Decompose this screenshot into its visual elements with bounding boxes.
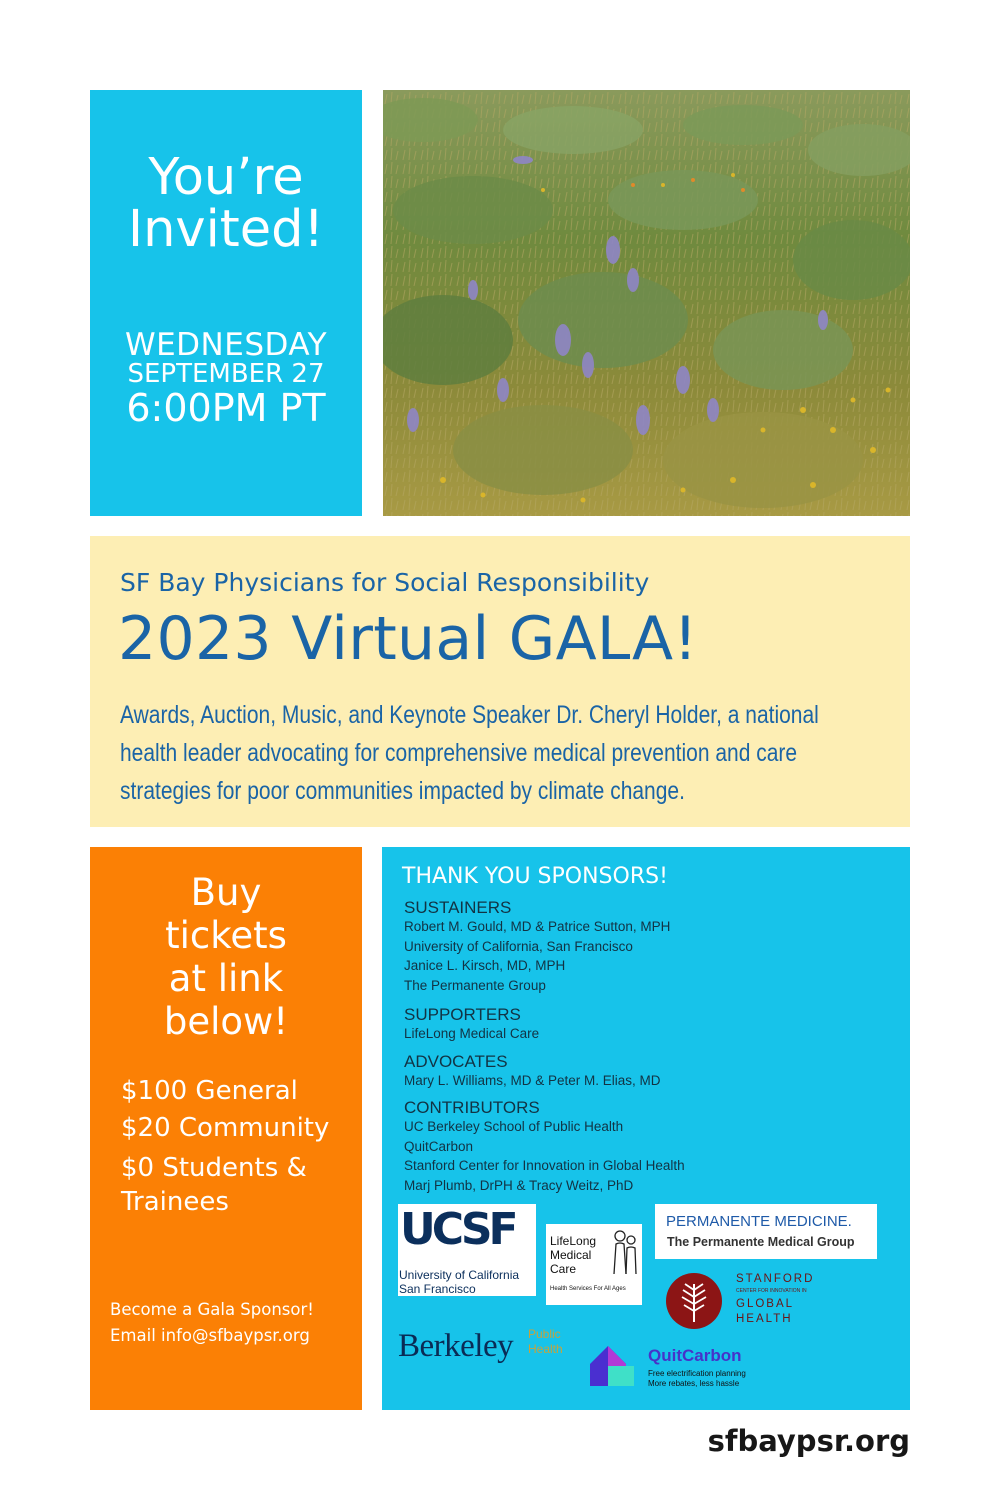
buy-tickets-heading [90,871,362,1043]
lifelong-line1: LifeLong [550,1234,597,1248]
sponsor-name: University of California, San Francisco [404,938,633,954]
stanford-line4: HEALTH [736,1313,793,1325]
gala-description: Awards, Auction, Music, and Keynote Speaker Dr. Cheryl Holder, a national health leader advocating for comprehensive medical prevention and care strategies for poor communities impacted by climate change. [120,701,819,805]
website-url[interactable]: sfbaypsr.org [707,1424,910,1458]
sponsors-title: THANK YOU SPONSORS! [402,864,668,889]
stanford-global-health-logo [662,1270,842,1332]
price-students: $0 Students & [121,1153,307,1183]
sponsor-email[interactable]: Email info@sfbaypsr.org [110,1326,310,1345]
event-date [90,327,362,430]
ucsf-line1: University of California [399,1268,520,1282]
buy-line: Buy [190,871,262,914]
sponsor-name: Robert M. Gould, MD & Patrice Sutton, MPH [404,919,671,934]
permanente-group: The Permanente Medical Group [667,1235,855,1249]
wildflower-photo [383,90,910,516]
permanente-logo [655,1204,877,1259]
sponsor-name: Mary L. Williams, MD & Peter M. Elias, MD [404,1073,661,1088]
sponsor-name: The Permanente Group [404,977,546,993]
event-day: WEDNESDAY [124,327,328,363]
tickets-panel [90,847,362,1410]
price-trainees: Trainees [121,1187,229,1217]
tier-contributors [404,1098,685,1195]
stanford-line3: GLOBAL [736,1298,795,1310]
gala-panel [90,536,910,827]
tier-heading: ADVOCATES [404,1052,508,1071]
stanford-line1: STANFORD [736,1273,815,1285]
tier-heading: SUPPORTERS [404,1005,521,1024]
tier-advocates [404,1052,661,1091]
lifelong-logo [546,1224,642,1305]
quitcarbon-tag2: More rebates, less hassle [648,1379,740,1388]
invite-panel [90,90,362,516]
berkeley-public-health-logo [398,1326,578,1372]
organization-name: SF Bay Physicians for Social Responsibility [120,568,650,597]
tier-heading: CONTRIBUTORS [404,1098,540,1117]
ucsf-mark: UCSF [400,1204,515,1255]
buy-line: below! [163,1000,289,1043]
tier-supporters [404,1005,539,1044]
berkeley-sub1: Public [528,1327,561,1341]
berkeley-sub2: Health [528,1342,563,1356]
lifelong-line2: Medical [550,1248,592,1262]
sponsor-name: LifeLong Medical Care [404,1026,540,1041]
quitcarbon-name: QuitCarbon [648,1346,742,1365]
buy-line: at link [168,957,284,1000]
house-icon [588,1340,634,1388]
stanford-line2: CENTER FOR INNOVATION IN [736,1288,807,1294]
sponsor-name: Stanford Center for Innovation in Global Health [404,1158,685,1173]
price-general: $100 General [121,1076,298,1106]
price-community: $20 Community [121,1113,330,1143]
ucsf-line2: San Francisco [399,1282,476,1296]
stanford-tree-icon [665,1272,723,1330]
quitcarbon-logo [588,1338,778,1394]
ucsf-logo [398,1204,536,1296]
ticket-prices [121,1073,329,1221]
sponsor-cta [110,1297,314,1349]
sponsor-name: UC Berkeley School of Public Health [404,1119,624,1134]
lifelong-line3: Care [550,1262,577,1276]
buy-line: tickets [165,914,287,957]
tier-sustainers [404,898,670,995]
lifelong-tagline: Health Services For All Ages [550,1286,626,1292]
event-date-text: SEPTEMBER 27 [127,359,325,389]
event-time: 6:00PM PT [126,386,326,430]
quitcarbon-tag1: Free electrification planning [648,1369,746,1378]
sponsor-name: Marj Plumb, DrPH & Tracy Weitz, PhD [404,1177,634,1193]
permanente-brand: PERMANENTE MEDICINE. [666,1213,852,1230]
tier-heading: SUSTAINERS [404,898,512,917]
berkeley-wordmark: Berkeley [398,1328,514,1364]
gala-title: 2023 Virtual GALA! [118,604,698,674]
invite-title-line2: Invited! [128,200,324,259]
family-figures-icon [610,1228,640,1276]
wildflower-field-image [383,90,910,516]
sponsor-name: QuitCarbon [404,1138,474,1154]
sponsor-cta-line1: Become a Gala Sponsor! [110,1300,314,1319]
sponsor-name: Janice L. Kirsch, MD, MPH [404,958,566,973]
invite-title [90,148,362,259]
invite-title-line1: You’re [148,148,304,207]
